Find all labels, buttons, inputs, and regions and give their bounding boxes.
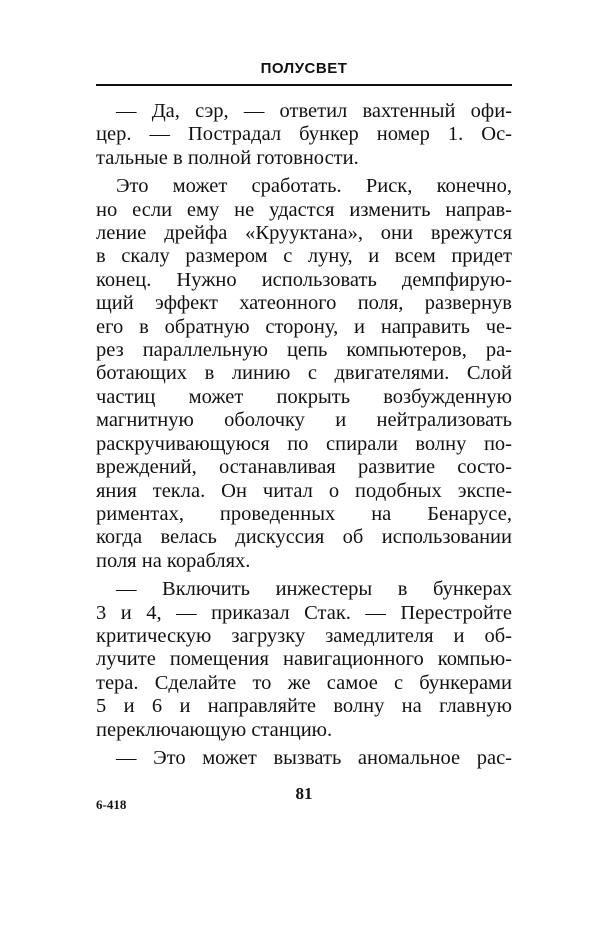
text-line: раскручивающуюся по спирали волну по- (96, 432, 512, 455)
text-line: тальные в полной готовности. (96, 146, 359, 169)
text-line: щий эффект хатеонного поля, развернув (96, 292, 512, 315)
text-line: ботающих в линию с двигателями. Слой (96, 362, 512, 385)
text-line: 5 и 6 и направляйте волну на главную (96, 695, 512, 718)
text-line: — Да, сэр, — ответил вахтенный офи- (116, 100, 512, 122)
text-line: магнитную оболочку и нейтрализовать (96, 409, 512, 432)
text-line: конец. Нужно использовать демпфирую- (96, 268, 512, 291)
text-line: тера. Сделайте то же самое с бункерами (96, 671, 512, 694)
running-head: ПОЛУСВЕТ (260, 60, 348, 77)
paragraph (96, 747, 512, 770)
paragraph (96, 578, 512, 742)
text-line: поля на кораблях. (96, 549, 251, 572)
text-line: но если ему не удастся изменить направ- (96, 198, 512, 221)
text-line: частиц может покрыть возбужденную (96, 385, 512, 408)
text-line: переключающую станцию. (96, 718, 333, 741)
text-line: когда велась дискуссия об использовании (96, 526, 512, 549)
text-line: яния текла. Он читал о подобных экспе- (96, 479, 512, 502)
text-line: — Включить инжестеры в бункерах (116, 578, 512, 601)
text-line: его в обратную сторону, и направить че- (96, 315, 512, 338)
body-text (96, 100, 512, 775)
text-line: 3 и 4, — приказал Стак. — Перестройте (96, 601, 512, 624)
signature-mark: 6-418 (96, 797, 127, 812)
text-line: рез параллельную цепь компьютеров, ра- (96, 339, 512, 362)
text-line: ление дрейфа «Крууктана», они врежутся (96, 222, 512, 245)
text-line: вреждений, останавливая развитие состо- (96, 456, 512, 479)
paragraph (96, 175, 512, 573)
text-line: цер. — Пострадал бункер номер 1. Ос- (96, 123, 512, 146)
text-line: в скалу размером с луну, и всем придет (96, 245, 512, 268)
header-rule (96, 84, 512, 86)
text-line: лучите помещения навигационного компью- (96, 648, 512, 671)
text-line: Это может сработать. Риск, конечно, (116, 175, 512, 198)
page-number: 81 (295, 784, 313, 803)
text-line: — Это может вызвать аномальное рас- (116, 746, 512, 769)
paragraph (96, 100, 512, 170)
text-line: критическую загрузку замедлителя и об- (96, 624, 512, 647)
text-line: риментах, проведенных на Бенарусе, (96, 502, 512, 525)
